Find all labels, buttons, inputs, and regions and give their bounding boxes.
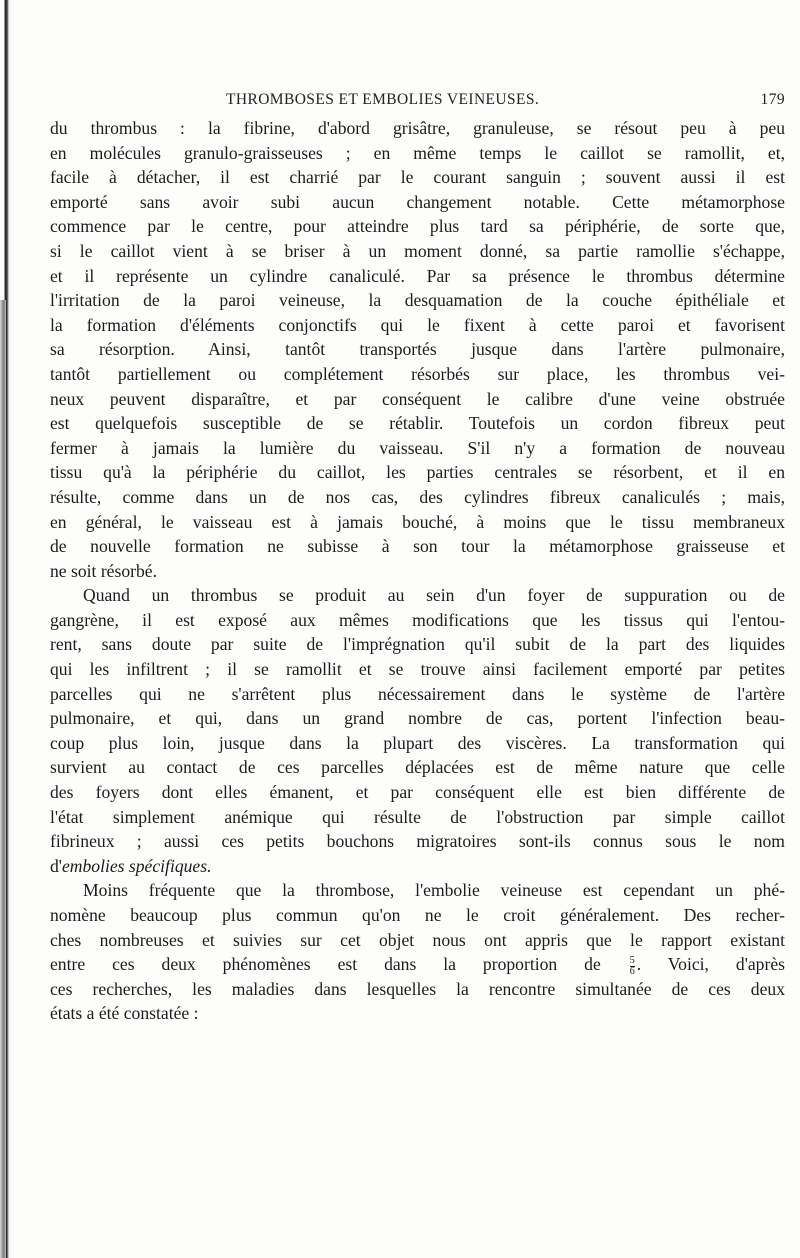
text-line: neux peuvent disparaître, et par conséquent le calibre d'une veine obstruée <box>50 388 785 409</box>
fraction-denominator: 6 <box>629 965 635 977</box>
text-line: si le caillot vient à se briser à un moment donné, sa partie ramollie s'échappe, <box>50 240 785 261</box>
text-line: et il représente un cylindre canaliculé. Par sa présence le thrombus détermine <box>50 265 785 286</box>
text-line: rent, sans doute par suite de l'imprégnation qu'il subit de la part des liquides <box>50 634 785 655</box>
text-line: survient au contact de ces parcelles déplacées est de même nature que celle <box>50 757 785 778</box>
page-number: 179 <box>760 91 785 108</box>
text-line: résulte, comme dans un de nos cas, des cylindres fibreux canaliculés ; mais, <box>50 486 785 507</box>
text-line: tissu qu'à la périphérie du caillot, les parties centrales se résorbent, et il en <box>50 462 785 483</box>
page-binding-shadow <box>0 300 6 1258</box>
text-line: facile à détacher, il est charrié par le courant sanguin ; souvent aussi il est <box>50 167 785 188</box>
running-title: THROMBOSES ET EMBOLIES VEINEUSES. <box>226 91 540 108</box>
text-line: l'irritation de la paroi veineuse, la desquamation de la couche épithéliale et <box>50 290 785 311</box>
body-text <box>50 116 785 1026</box>
fraction-numerator: 5 <box>629 954 635 966</box>
text-line: pulmonaire, et qui, dans un grand nombre de cas, portent l'infection beau- <box>50 708 785 729</box>
paragraph-2 <box>50 583 785 878</box>
text-line: fermer à jamais la lumière du vaisseau. S'il n'y a formation de nouveau <box>50 437 785 458</box>
text-line: de nouvelle formation ne subisse à son tour la métamorphose graisseuse et <box>50 536 785 557</box>
text-line: est quelquefois susceptible de se rétablir. Toutefois un cordon fibreux peut <box>50 413 785 434</box>
text-line: sa résorption. Ainsi, tantôt transportés jusque dans l'artère pulmonaire, <box>50 339 785 360</box>
text-line: des foyers dont elles émanent, et par conséquent elle est bien différente de <box>50 782 785 803</box>
text-line: en général, le vaisseau est à jamais bouché, à moins que le tissu membraneux <box>50 511 785 532</box>
text-fragment: . Voici, d'après <box>636 954 785 975</box>
text-line: fibrineux ; aussi ces petits bouchons migratoires sont-ils connus sous le nom <box>50 831 785 852</box>
text-line: coup plus loin, jusque dans la plupart des viscères. La transformation qui <box>50 732 785 753</box>
text-fragment: d' <box>50 855 62 876</box>
italic-term: embolies spécifiques. <box>61 855 212 876</box>
paragraph-1 <box>50 116 785 583</box>
text-line: ces recherches, les maladies dans lesquelles la rencontre simultanée de ces deux <box>50 978 785 999</box>
text-line: en molécules granulo-graisseuses ; en même temps le caillot se ramollit, et, <box>50 142 785 163</box>
text-line: commence par le centre, pour atteindre plus tard sa périphérie, de sorte que, <box>50 216 785 237</box>
text-line: ne soit résorbé. <box>50 560 157 581</box>
running-head <box>50 91 785 113</box>
paragraph-3 <box>50 878 785 1026</box>
text-line: nomène beaucoup plus commun qu'on ne le croit généralement. Des recher- <box>50 905 785 925</box>
text-line: qui les infiltrent ; il se ramollit et se trouve ainsi facilement emporté par petites <box>50 659 785 680</box>
text-fragment: entre ces deux phénomènes est dans la proportion de <box>50 954 601 975</box>
text-line: emporté sans avoir subi aucun changement notable. Cette métamorphose <box>50 191 785 212</box>
fraction <box>630 956 635 977</box>
text-line <box>50 952 785 977</box>
text-line: du thrombus : la fibrine, d'abord grisâtre, granuleuse, se résout peu à peu <box>50 118 785 138</box>
text-line: la formation d'éléments conjonctifs qui le fixent à cette paroi et favorisent <box>50 314 785 335</box>
text-line: parcelles qui ne s'arrêtent plus nécessairement dans le système de l'artère <box>50 683 785 704</box>
text-line: Moins fréquente que la thrombose, l'embolie veineuse est cependant un phé- <box>83 880 785 901</box>
text-line: tantôt partiellement ou complétement résorbés sur place, les thrombus vei- <box>50 363 785 384</box>
text-line: l'état simplement anémique qui résulte de l'obstruction par simple caillot <box>50 806 785 827</box>
text-line: gangrène, il est exposé aux mêmes modifications que les tissus qui l'entou- <box>50 609 785 630</box>
text-line: états a été constatée : <box>50 1003 199 1024</box>
text-line: ches nombreuses et suivies sur cet objet nous ont appris que le rapport existant <box>50 929 785 950</box>
text-line: Quand un thrombus se produit au sein d'un foyer de suppuration ou de <box>83 585 785 606</box>
text-line <box>50 854 785 879</box>
